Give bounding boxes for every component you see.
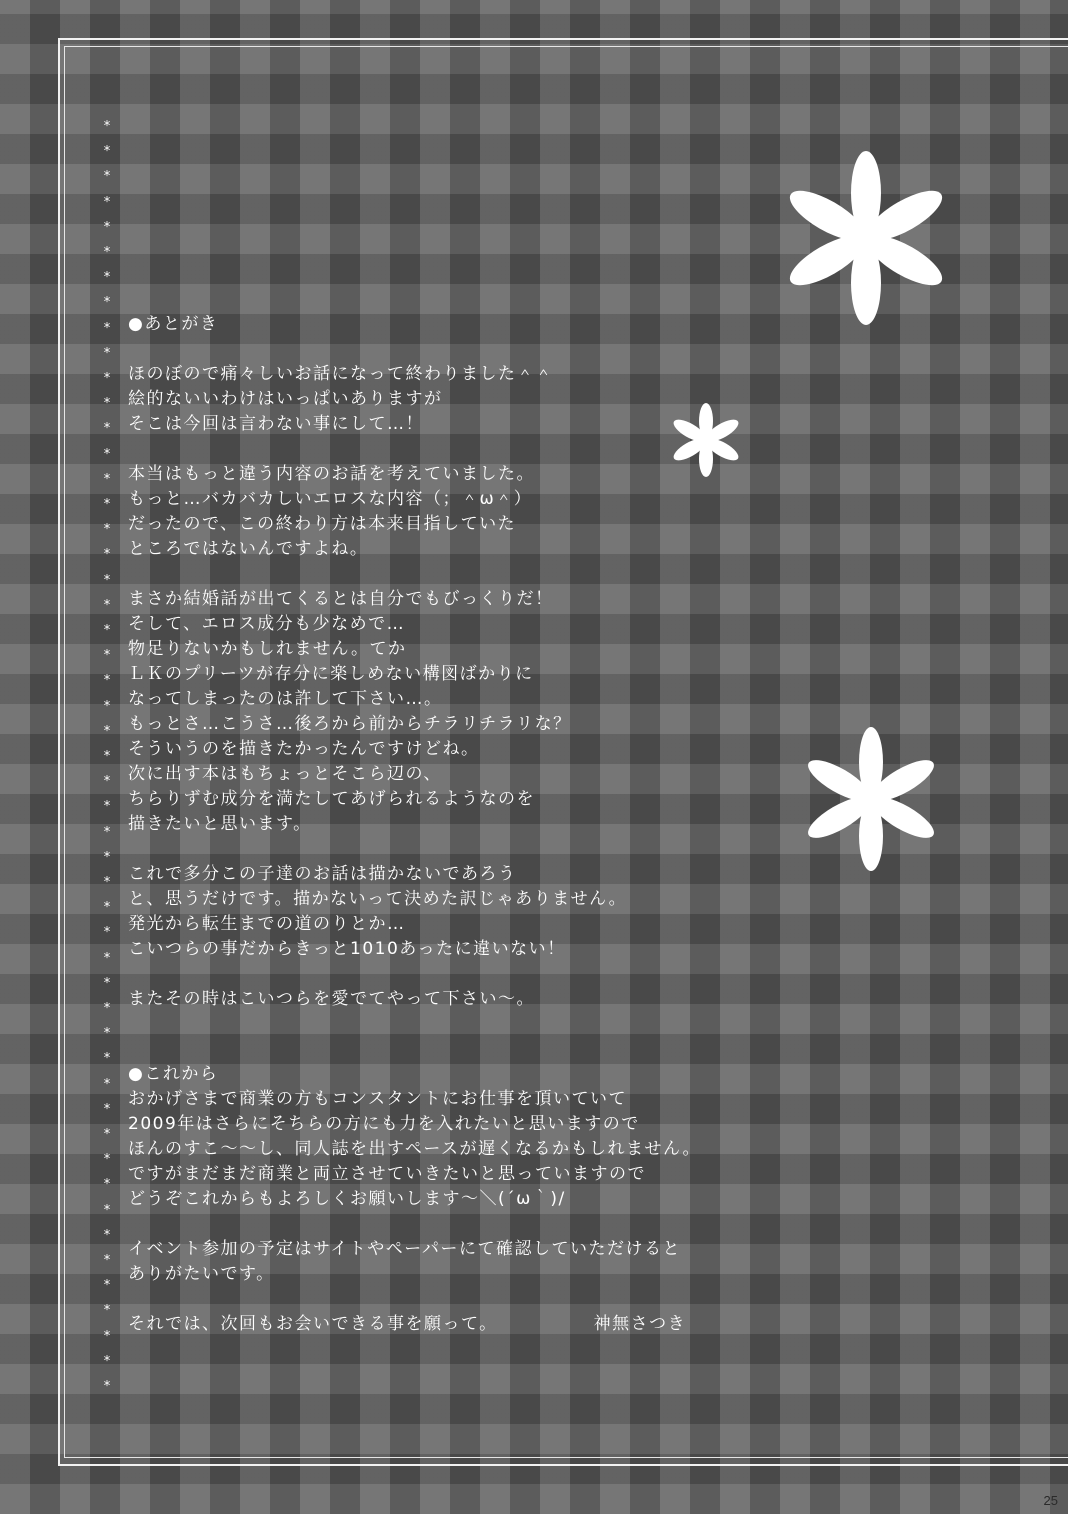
text-line <box>128 1287 828 1312</box>
author-signature: 神無さつき <box>593 1314 687 1334</box>
small-star-icon: * <box>103 673 111 689</box>
closing-text: それでは、次回もお会いできる事を願って。 <box>128 1314 498 1334</box>
text-line: 発光から転生までの道のりとか… <box>128 914 406 934</box>
small-star-icon: * <box>103 950 111 966</box>
small-star-icon: * <box>103 572 111 588</box>
text-line: 2009年はさらにそちらの方にも力を入れたいと思いますので <box>128 1114 640 1134</box>
small-star-icon: * <box>103 144 111 160</box>
small-star-icon: * <box>103 345 111 361</box>
small-star-icon: * <box>103 597 111 613</box>
small-star-icon: * <box>103 975 111 991</box>
text-line: どうぞこれからもよろしくお願いします～＼(´ω｀)/ <box>128 1189 566 1209</box>
text-line: 絵的ないいわけはいっぱいありますが <box>128 389 443 409</box>
text-line: ほのぼので痛々しいお話になって終わりました＾＾ <box>128 364 554 384</box>
text-line: そこは今回は言わない事にして…！ <box>128 414 424 434</box>
text-line: ありがたいです。 <box>128 1264 275 1284</box>
small-star-icon: * <box>103 1101 111 1117</box>
small-star-icon: * <box>103 396 111 412</box>
text-line: ところではないんですよね。 <box>128 539 369 559</box>
text-line <box>128 562 828 587</box>
small-star-icon: * <box>103 371 111 386</box>
small-star-icon: * <box>103 900 111 916</box>
small-star-icon: * <box>103 219 111 235</box>
small-star-icon: * <box>103 194 111 210</box>
small-star-icon: * <box>103 1328 111 1344</box>
small-star-icon: * <box>103 471 111 487</box>
text-line <box>128 1212 828 1237</box>
small-star-icon: * <box>103 1253 111 1268</box>
small-star-icon: * <box>103 270 111 286</box>
text-line: 次に出す本はもちょっとそこら辺の、 <box>128 764 442 784</box>
text-line: まさか結婚話が出てくるとは自分でもびっくりだ！ <box>128 589 554 609</box>
small-star-icon: * <box>103 1303 111 1319</box>
text-line: なってしまったのは許して下さい…。 <box>128 689 443 709</box>
text-line: ちらりずむ成分を満たしてあげられるようなのを <box>128 789 535 809</box>
small-star-icon: * <box>103 1227 111 1243</box>
text-line: イベント参加の予定はサイトやペーパーにて確認していただけると <box>128 1239 681 1259</box>
text-line <box>128 437 828 462</box>
text-line: ●あとがき <box>128 314 219 334</box>
small-star-icon: * <box>103 1353 111 1369</box>
text-line: そして、エロス成分も少なめで… <box>128 614 406 634</box>
small-star-icon: * <box>103 875 111 890</box>
text-line: だったので、この終わり方は本来目指していた <box>128 514 517 534</box>
small-star-icon: * <box>103 1127 111 1142</box>
text-line: またその時はこいつらを愛でてやって下さい～。 <box>128 989 535 1009</box>
text-line <box>128 1037 828 1062</box>
text-line: ＬＫのプリーツが存分に楽しめない構図ばかりに <box>128 664 534 684</box>
text-line: 物足りないかもしれません。てか <box>128 639 407 659</box>
text-line: 描きたいと思います。 <box>128 814 312 834</box>
closing-line <box>128 1312 828 1337</box>
small-star-icon: * <box>103 1051 111 1067</box>
text-line: と、思うだけです。描かないって決めた訳じゃありません。 <box>128 889 628 909</box>
small-star-icon: * <box>103 547 111 563</box>
page-number: 25 <box>1043 1493 1058 1508</box>
small-star-icon: * <box>103 1076 111 1092</box>
text-line: 本当はもっと違う内容のお話を考えていました。 <box>128 464 535 484</box>
small-star-icon: * <box>103 799 111 815</box>
small-star-icon: * <box>103 925 111 941</box>
large-flower-icon <box>776 148 956 328</box>
small-star-icon: * <box>103 849 111 865</box>
text-line: ほんのすこ～～し、同人誌を出すペースが遅くなるかもしれません。 <box>128 1139 701 1159</box>
small-star-icon: * <box>103 245 111 260</box>
small-star-icon: * <box>103 774 111 790</box>
small-star-icon: * <box>103 698 111 714</box>
small-star-icon: * <box>103 1278 111 1294</box>
text-line <box>128 962 828 987</box>
text-line: これで多分この子達のお話は描かないであろう <box>128 864 517 884</box>
small-star-icon: * <box>103 295 111 311</box>
text-line: こいつらの事だからきっと1010あったに違いない！ <box>128 939 566 959</box>
text-line <box>128 1012 828 1037</box>
text-line: ですがまだまだ商業と両立させていきたいと思っていますので <box>128 1164 646 1184</box>
small-star-icon: * <box>103 1379 111 1394</box>
small-star-icon: * <box>103 522 111 538</box>
small-star-icon: * <box>103 648 111 664</box>
small-star-icon: * <box>103 623 111 638</box>
small-star-icon: * <box>103 446 111 462</box>
small-star-icon: * <box>103 1177 111 1193</box>
text-line: もっとさ…こうさ…後ろから前からチラリチラリな？ <box>128 714 572 734</box>
small-star-icon: * <box>103 1026 111 1042</box>
text-line: ●これから <box>128 1064 219 1084</box>
small-star-icon: * <box>103 169 111 185</box>
small-star-icon: * <box>103 119 111 134</box>
afterword-text <box>128 312 828 1337</box>
text-line: もっと…バカバカしいエロスな内容（；＾ω＾） <box>128 489 533 509</box>
text-line: おかげさまで商業の方もコンスタントにお仕事を頂いていて <box>128 1089 627 1109</box>
small-star-icon: * <box>103 1001 111 1016</box>
small-star-icon: * <box>103 723 111 739</box>
text-line: そういうのを描きたかったんですけどね。 <box>128 739 480 759</box>
small-star-icon: * <box>103 497 111 512</box>
small-star-icon: * <box>103 1202 111 1218</box>
small-star-icon: * <box>103 1152 111 1168</box>
small-star-icon: * <box>103 421 111 437</box>
text-line <box>128 337 828 362</box>
text-line <box>128 837 828 862</box>
small-star-icon: * <box>103 824 111 840</box>
small-star-icon: * <box>103 320 111 336</box>
small-star-icon: * <box>103 749 111 764</box>
